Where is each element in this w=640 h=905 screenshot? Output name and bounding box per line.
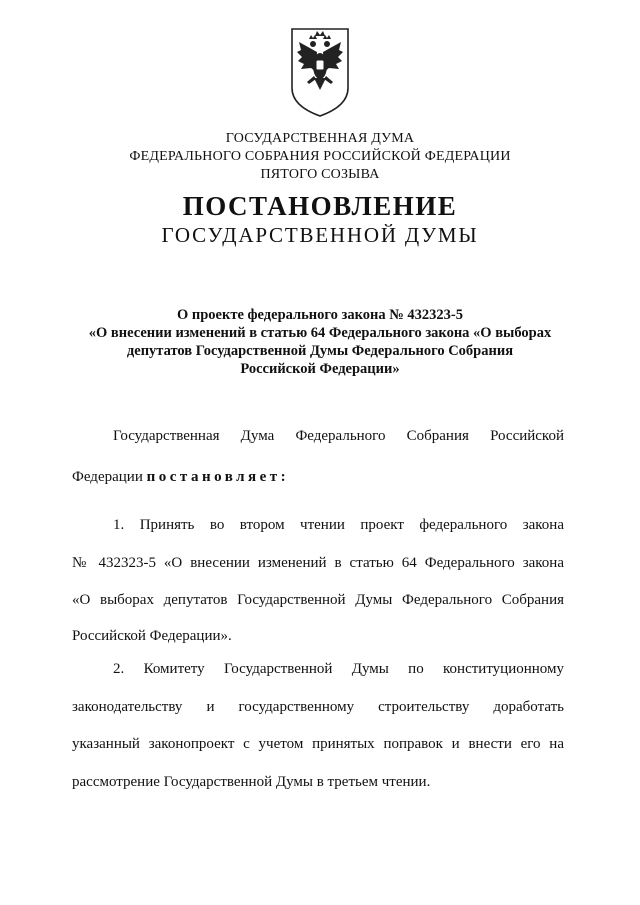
preamble-federation: Федерации: [72, 469, 147, 485]
decree-title: ПОСТАНОВЛЕНИЕ: [182, 191, 458, 221]
subject-line: О проекте федерального закона № 432323-5: [176, 307, 464, 323]
item-1-line-4: Российской Федерации».: [72, 628, 232, 644]
emblem-leg-left: [307, 76, 316, 84]
subject-line: Российской Федерации»: [240, 361, 400, 377]
header-line-duma: ГОСУДАРСТВЕННАЯ ДУМА: [225, 131, 415, 146]
subject-line: «О внесении изменений в статью 64 Федерального закона «О выборах: [88, 325, 552, 341]
document-header: [0, 130, 640, 184]
preamble-resolves: постановляет:: [146, 469, 290, 485]
item-1-line-1: 1. Принять во втором чтении проект федерального закона: [113, 517, 564, 533]
emblem-head-right: [324, 41, 330, 47]
header-line-assembly: ФЕДЕРАЛЬНОГО СОБРАНИЯ РОССИЙСКОЙ ФЕДЕРАЦИИ: [129, 149, 511, 164]
coat-of-arms-emblem: [289, 26, 351, 118]
item-2-line-4: рассмотрение Государственной Думы в третьем чтении.: [72, 774, 431, 790]
header-line-convocation: ПЯТОГО СОЗЫВА: [260, 167, 380, 182]
subject-line: депутатов Государственной Думы Федерального Собрания: [126, 343, 514, 359]
emblem-tail: [314, 78, 326, 90]
emblem-center-shield: [316, 60, 324, 70]
item-1-line-3: «О выборах депутатов Государственной Думы Федерального Собрания: [72, 592, 564, 608]
item-2-line-1: 2. Комитету Государственной Думы по конституционному: [113, 661, 564, 677]
item-2-line-2: законодательству и государственному строительству доработать: [72, 699, 564, 715]
item-1-line-2: № 432323-5 «О внесении изменений в статью 64 Федерального закона: [72, 555, 564, 571]
preamble-line-2: [72, 467, 564, 487]
preamble-line-1: Государственная Дума Федерального Собрания Российской: [113, 428, 564, 444]
decree-subtitle: ГОСУДАРСТВЕННОЙ ДУМЫ: [161, 223, 479, 247]
emblem-crown-center: [315, 31, 325, 36]
item-2-line-3: указанный законопроект с учетом принятых поправок и внести его на: [72, 736, 564, 752]
emblem-leg-right: [324, 76, 333, 84]
decree-subject: [60, 306, 580, 378]
emblem-head-left: [310, 41, 316, 47]
russian-coat-of-arms-icon: [289, 26, 351, 118]
